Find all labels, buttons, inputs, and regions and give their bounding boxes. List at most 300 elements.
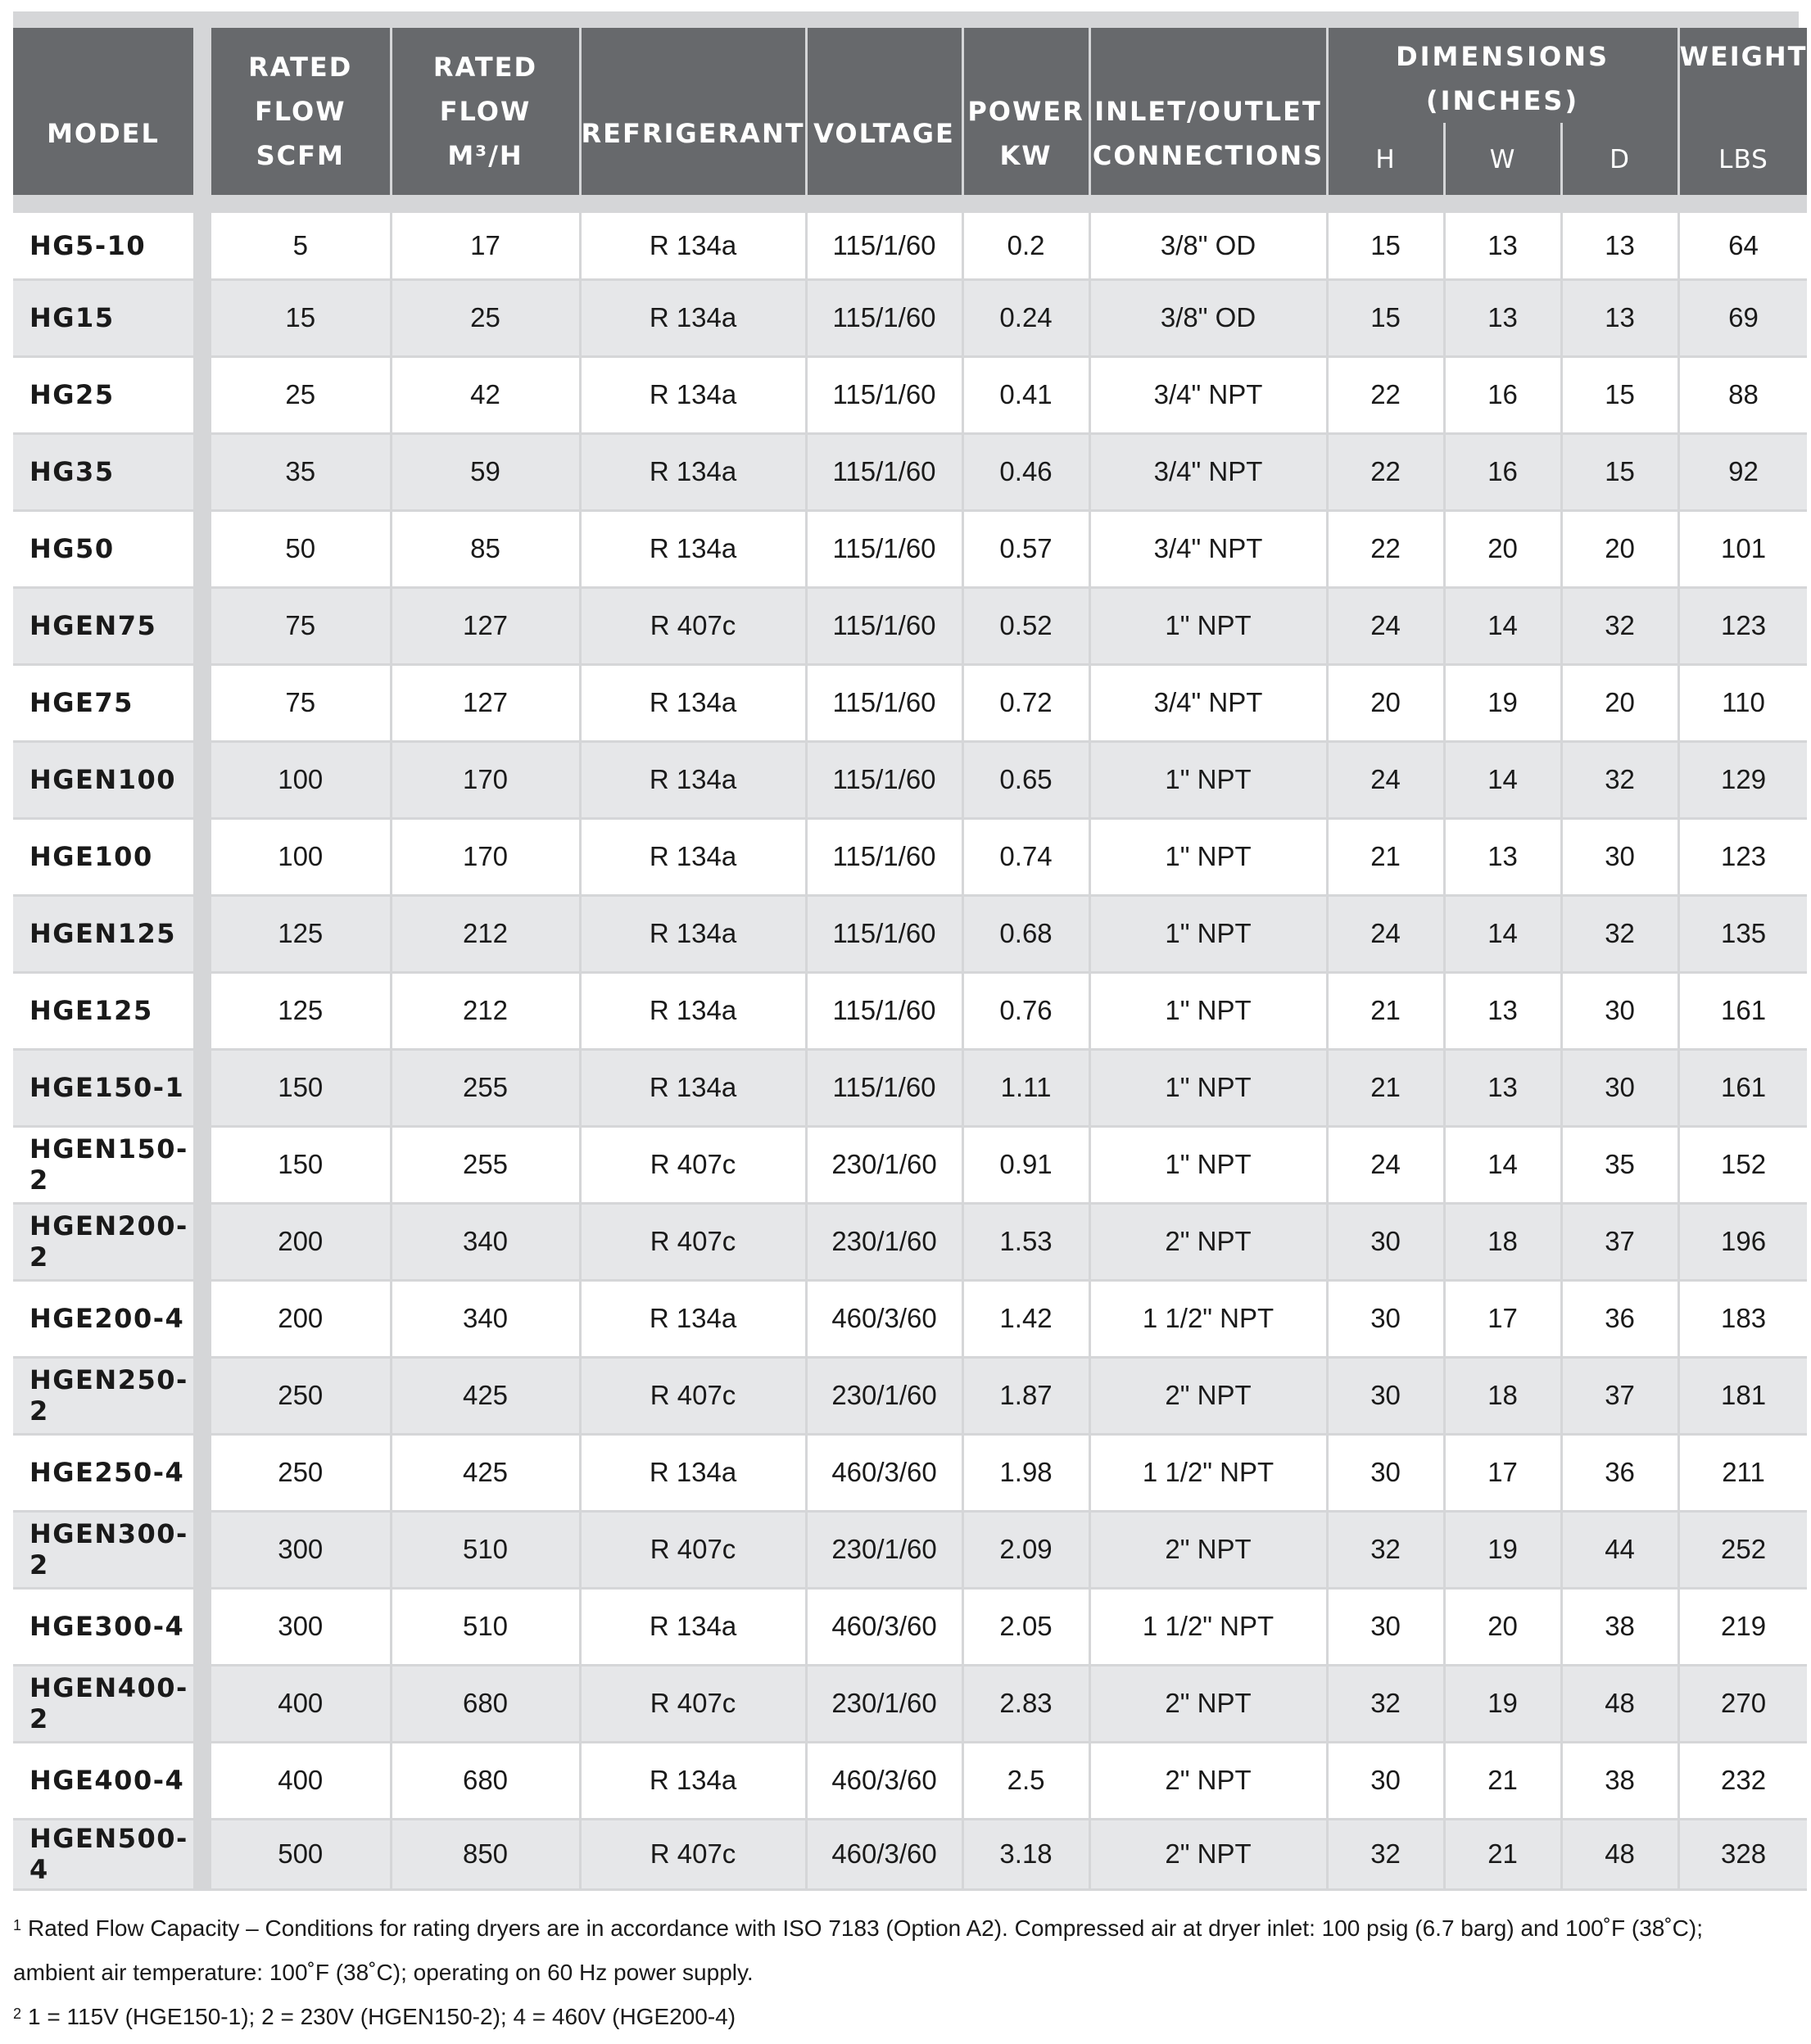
rated-flow-m3h-cell: 25 (391, 279, 580, 356)
voltage-cell: 230/1/60 (806, 1511, 962, 1588)
dim-h-cell: 32 (1327, 1819, 1444, 1889)
dim-d-cell: 13 (1561, 213, 1678, 279)
model-cell: HGEN500-4 (13, 1819, 193, 1889)
row-separator (193, 741, 211, 818)
power-cell: 0.72 (962, 664, 1089, 741)
refrigerant-cell: R 134a (580, 664, 806, 741)
model-cell: HGE100 (13, 818, 193, 895)
dim-h-cell: 24 (1327, 1126, 1444, 1203)
refrigerant-cell: R 134a (580, 972, 806, 1049)
footnote-1: $^1$ Rated Flow Capacity – Conditions for rating dryers are in accordance with ISO 7183 (Option A2). Compressed air at dryer inlet: 100 psig (6.7 barg) and 100˚F (38˚C); (13, 1915, 1703, 1941)
refrigerant-cell: R 407c (580, 1126, 806, 1203)
dim-d-cell: 30 (1561, 972, 1678, 1049)
voltage-cell: 115/1/60 (806, 895, 962, 972)
model-cell: HGEN250-2 (13, 1357, 193, 1434)
row-separator (193, 1126, 211, 1203)
model-cell: HGE125 (13, 972, 193, 1049)
dim-d-cell: 32 (1561, 587, 1678, 664)
dim-w-cell: 18 (1444, 1357, 1561, 1434)
row-separator (193, 279, 211, 356)
dim-h-cell: 30 (1327, 1357, 1444, 1434)
rated-flow-scfm-cell: 35 (211, 433, 391, 510)
voltage-cell: 230/1/60 (806, 1357, 962, 1434)
row-separator (193, 972, 211, 1049)
table-row (13, 1665, 1807, 1742)
header-dim-d: D (1561, 123, 1678, 195)
row-separator (193, 1511, 211, 1588)
table-row (13, 741, 1807, 818)
weight-cell: 161 (1678, 972, 1807, 1049)
power-cell: 1.87 (962, 1357, 1089, 1434)
voltage-cell: 115/1/60 (806, 510, 962, 587)
connections-cell: 3/4" NPT (1089, 510, 1327, 587)
weight-cell: 232 (1678, 1742, 1807, 1819)
footnote-2: $^2$ 1 = 115V (HGE150-1); 2 = 230V (HGEN150-2); 4 = 460V (HGE200-4) (13, 2004, 736, 2029)
rated-flow-m3h-cell: 340 (391, 1203, 580, 1280)
rated-flow-m3h-cell: 680 (391, 1742, 580, 1819)
row-separator (193, 510, 211, 587)
row-separator (193, 818, 211, 895)
connections-cell: 3/4" NPT (1089, 664, 1327, 741)
dim-d-cell: 15 (1561, 356, 1678, 433)
voltage-cell: 460/3/60 (806, 1434, 962, 1511)
row-separator (193, 1357, 211, 1434)
dim-d-cell: 13 (1561, 279, 1678, 356)
dim-h-cell: 22 (1327, 433, 1444, 510)
rated-flow-m3h-cell: 212 (391, 972, 580, 1049)
dim-d-cell: 36 (1561, 1434, 1678, 1511)
refrigerant-cell: R 134a (580, 1588, 806, 1665)
dim-w-cell: 14 (1444, 587, 1561, 664)
rated-flow-m3h-cell: 510 (391, 1588, 580, 1665)
table-row (13, 1280, 1807, 1357)
dim-d-cell: 37 (1561, 1203, 1678, 1280)
connections-cell: 1" NPT (1089, 895, 1327, 972)
power-cell: 0.57 (962, 510, 1089, 587)
power-cell: 1.11 (962, 1049, 1089, 1126)
weight-cell: 135 (1678, 895, 1807, 972)
power-cell: 3.18 (962, 1819, 1089, 1889)
rated-flow-scfm-cell: 300 (211, 1511, 391, 1588)
rated-flow-scfm-cell: 200 (211, 1203, 391, 1280)
weight-cell: 88 (1678, 356, 1807, 433)
rated-flow-m3h-cell: 212 (391, 895, 580, 972)
dim-d-cell: 32 (1561, 895, 1678, 972)
rated-flow-m3h-cell: 680 (391, 1665, 580, 1742)
refrigerant-cell: R 407c (580, 1357, 806, 1434)
connections-cell: 2" NPT (1089, 1665, 1327, 1742)
voltage-cell: 115/1/60 (806, 213, 962, 279)
model-cell: HG25 (13, 356, 193, 433)
rated-flow-scfm-cell: 300 (211, 1588, 391, 1665)
power-cell: 1.42 (962, 1280, 1089, 1357)
table-row (13, 213, 1807, 279)
dim-d-cell: 15 (1561, 433, 1678, 510)
dim-h-cell: 21 (1327, 818, 1444, 895)
connections-cell: 2" NPT (1089, 1357, 1327, 1434)
header-weight-unit: LBS (1678, 123, 1807, 195)
dim-d-cell: 37 (1561, 1357, 1678, 1434)
rated-flow-scfm-cell: 100 (211, 818, 391, 895)
table-row (13, 818, 1807, 895)
table-row (13, 972, 1807, 1049)
power-cell: 2.5 (962, 1742, 1089, 1819)
voltage-cell: 115/1/60 (806, 972, 962, 1049)
dim-w-cell: 19 (1444, 1511, 1561, 1588)
header-refrigerant: REFRIGERANT (580, 28, 806, 195)
voltage-cell: 115/1/60 (806, 587, 962, 664)
specifications-table (13, 28, 1807, 1891)
power-cell: 0.68 (962, 895, 1089, 972)
rated-flow-m3h-cell: 425 (391, 1434, 580, 1511)
dim-w-cell: 20 (1444, 1588, 1561, 1665)
rated-flow-m3h-cell: 850 (391, 1819, 580, 1889)
connections-cell: 2" NPT (1089, 1511, 1327, 1588)
table-row (13, 664, 1807, 741)
rated-flow-scfm-cell: 200 (211, 1280, 391, 1357)
connections-cell: 1" NPT (1089, 818, 1327, 895)
power-cell: 2.09 (962, 1511, 1089, 1588)
dim-h-cell: 32 (1327, 1665, 1444, 1742)
rated-flow-m3h-cell: 255 (391, 1126, 580, 1203)
dim-w-cell: 20 (1444, 510, 1561, 587)
weight-cell: 101 (1678, 510, 1807, 587)
model-cell: HGEN125 (13, 895, 193, 972)
voltage-cell: 230/1/60 (806, 1203, 962, 1280)
table-row (13, 587, 1807, 664)
connections-cell: 1" NPT (1089, 1126, 1327, 1203)
model-cell: HG5-10 (13, 213, 193, 279)
header-voltage: VOLTAGE (806, 28, 962, 195)
weight-cell: 270 (1678, 1665, 1807, 1742)
rated-flow-scfm-cell: 25 (211, 356, 391, 433)
rated-flow-scfm-cell: 250 (211, 1434, 391, 1511)
rated-flow-scfm-cell: 125 (211, 895, 391, 972)
dim-h-cell: 15 (1327, 279, 1444, 356)
dim-w-cell: 14 (1444, 741, 1561, 818)
power-cell: 0.2 (962, 213, 1089, 279)
voltage-cell: 460/3/60 (806, 1742, 962, 1819)
table-body (13, 213, 1807, 1889)
dim-d-cell: 48 (1561, 1819, 1678, 1889)
rated-flow-scfm-cell: 50 (211, 510, 391, 587)
dim-w-cell: 17 (1444, 1434, 1561, 1511)
voltage-cell: 115/1/60 (806, 1049, 962, 1126)
dim-w-cell: 17 (1444, 1280, 1561, 1357)
power-cell: 0.65 (962, 741, 1089, 818)
refrigerant-cell: R 407c (580, 1203, 806, 1280)
row-separator (193, 1588, 211, 1665)
voltage-cell: 115/1/60 (806, 356, 962, 433)
power-cell: 0.46 (962, 433, 1089, 510)
refrigerant-cell: R 134a (580, 279, 806, 356)
power-cell: 0.76 (962, 972, 1089, 1049)
dim-w-cell: 21 (1444, 1819, 1561, 1889)
rated-flow-scfm-cell: 75 (211, 587, 391, 664)
weight-cell: 64 (1678, 213, 1807, 279)
rated-flow-scfm-cell: 400 (211, 1742, 391, 1819)
dim-d-cell: 30 (1561, 1049, 1678, 1126)
refrigerant-cell: R 407c (580, 1665, 806, 1742)
weight-cell: 123 (1678, 587, 1807, 664)
refrigerant-cell: R 134a (580, 818, 806, 895)
table-row (13, 1434, 1807, 1511)
dim-h-cell: 30 (1327, 1434, 1444, 1511)
weight-cell: 196 (1678, 1203, 1807, 1280)
row-separator (193, 1434, 211, 1511)
weight-cell: 328 (1678, 1819, 1807, 1889)
dim-d-cell: 48 (1561, 1665, 1678, 1742)
table-row (13, 1742, 1807, 1819)
power-cell: 0.91 (962, 1126, 1089, 1203)
refrigerant-cell: R 134a (580, 1434, 806, 1511)
header-dim-h: H (1327, 123, 1444, 195)
voltage-cell: 460/3/60 (806, 1588, 962, 1665)
dim-w-cell: 21 (1444, 1742, 1561, 1819)
dim-d-cell: 20 (1561, 664, 1678, 741)
rated-flow-scfm-cell: 15 (211, 279, 391, 356)
row-separator (193, 433, 211, 510)
connections-cell: 1" NPT (1089, 741, 1327, 818)
model-cell: HGEN300-2 (13, 1511, 193, 1588)
refrigerant-cell: R 407c (580, 1819, 806, 1889)
power-cell: 0.74 (962, 818, 1089, 895)
weight-cell: 152 (1678, 1126, 1807, 1203)
header-power: POWER KW (962, 28, 1089, 195)
voltage-cell: 460/3/60 (806, 1280, 962, 1357)
dim-w-cell: 14 (1444, 1126, 1561, 1203)
dim-h-cell: 21 (1327, 1049, 1444, 1126)
model-cell: HGEN200-2 (13, 1203, 193, 1280)
table-row (13, 895, 1807, 972)
dim-w-cell: 13 (1444, 972, 1561, 1049)
header-rated-flow-m3h: RATED FLOW M³/H (391, 28, 580, 195)
model-cell: HGEN75 (13, 587, 193, 664)
refrigerant-cell: R 134a (580, 1049, 806, 1126)
rated-flow-m3h-cell: 170 (391, 741, 580, 818)
dim-w-cell: 19 (1444, 664, 1561, 741)
dim-h-cell: 30 (1327, 1203, 1444, 1280)
weight-cell: 129 (1678, 741, 1807, 818)
connections-cell: 3/8" OD (1089, 213, 1327, 279)
rated-flow-m3h-cell: 425 (391, 1357, 580, 1434)
footnote-1-continued: ambient air temperature: 100˚F (38˚C); operating on 60 Hz power supply. (13, 1960, 754, 1985)
voltage-cell: 115/1/60 (806, 818, 962, 895)
weight-cell: 252 (1678, 1511, 1807, 1588)
refrigerant-cell: R 134a (580, 1742, 806, 1819)
power-cell: 0.52 (962, 587, 1089, 664)
row-separator (193, 587, 211, 664)
voltage-cell: 230/1/60 (806, 1126, 962, 1203)
dim-h-cell: 24 (1327, 741, 1444, 818)
dim-w-cell: 14 (1444, 895, 1561, 972)
connections-cell: 1 1/2" NPT (1089, 1588, 1327, 1665)
row-separator (193, 1280, 211, 1357)
rated-flow-scfm-cell: 150 (211, 1126, 391, 1203)
weight-cell: 92 (1678, 433, 1807, 510)
dim-h-cell: 22 (1327, 510, 1444, 587)
refrigerant-cell: R 134a (580, 356, 806, 433)
power-cell: 1.53 (962, 1203, 1089, 1280)
model-cell: HGE75 (13, 664, 193, 741)
header-model: MODEL (13, 28, 193, 195)
header-dim-w: W (1444, 123, 1561, 195)
power-cell: 1.98 (962, 1434, 1089, 1511)
voltage-cell: 230/1/60 (806, 1665, 962, 1742)
rated-flow-m3h-cell: 127 (391, 587, 580, 664)
model-cell: HGEN150-2 (13, 1126, 193, 1203)
dim-h-cell: 21 (1327, 972, 1444, 1049)
connections-cell: 3/4" NPT (1089, 356, 1327, 433)
dim-h-cell: 32 (1327, 1511, 1444, 1588)
refrigerant-cell: R 407c (580, 587, 806, 664)
table-row (13, 356, 1807, 433)
header-connections: INLET/OUTLET CONNECTIONS (1089, 28, 1327, 195)
rated-flow-scfm-cell: 150 (211, 1049, 391, 1126)
refrigerant-cell: R 134a (580, 433, 806, 510)
dim-h-cell: 22 (1327, 356, 1444, 433)
rated-flow-scfm-cell: 400 (211, 1665, 391, 1742)
row-separator (193, 1742, 211, 1819)
power-cell: 0.41 (962, 356, 1089, 433)
footnotes (13, 1906, 1799, 2039)
dim-w-cell: 13 (1444, 279, 1561, 356)
rated-flow-m3h-cell: 17 (391, 213, 580, 279)
row-separator (193, 356, 211, 433)
refrigerant-cell: R 134a (580, 213, 806, 279)
model-cell: HG50 (13, 510, 193, 587)
weight-cell: 219 (1678, 1588, 1807, 1665)
connections-cell: 3/4" NPT (1089, 433, 1327, 510)
header-separator (193, 28, 211, 195)
dim-w-cell: 13 (1444, 1049, 1561, 1126)
dim-w-cell: 16 (1444, 356, 1561, 433)
power-cell: 2.05 (962, 1588, 1089, 1665)
weight-cell: 161 (1678, 1049, 1807, 1126)
table-row (13, 279, 1807, 356)
header-rated-flow-scfm: RATED FLOW SCFM (211, 28, 391, 195)
connections-cell: 1 1/2" NPT (1089, 1280, 1327, 1357)
rated-flow-m3h-cell: 85 (391, 510, 580, 587)
dim-w-cell: 13 (1444, 818, 1561, 895)
rated-flow-m3h-cell: 42 (391, 356, 580, 433)
power-cell: 2.83 (962, 1665, 1089, 1742)
connections-cell: 2" NPT (1089, 1819, 1327, 1889)
dim-h-cell: 15 (1327, 213, 1444, 279)
dim-d-cell: 38 (1561, 1588, 1678, 1665)
row-separator (193, 1049, 211, 1126)
model-cell: HGE150-1 (13, 1049, 193, 1126)
row-separator (193, 664, 211, 741)
weight-cell: 183 (1678, 1280, 1807, 1357)
rated-flow-m3h-cell: 255 (391, 1049, 580, 1126)
weight-cell: 69 (1678, 279, 1807, 356)
rated-flow-scfm-cell: 500 (211, 1819, 391, 1889)
header-weight: WEIGHT (1678, 28, 1807, 123)
model-cell: HGEN400-2 (13, 1665, 193, 1742)
dim-h-cell: 24 (1327, 895, 1444, 972)
dim-h-cell: 30 (1327, 1588, 1444, 1665)
rated-flow-scfm-cell: 75 (211, 664, 391, 741)
row-separator (193, 1665, 211, 1742)
table-row (13, 1126, 1807, 1203)
dim-d-cell: 35 (1561, 1126, 1678, 1203)
connections-cell: 1" NPT (1089, 1049, 1327, 1126)
voltage-cell: 115/1/60 (806, 741, 962, 818)
table-row (13, 510, 1807, 587)
connections-cell: 1" NPT (1089, 972, 1327, 1049)
model-cell: HGE300-4 (13, 1588, 193, 1665)
refrigerant-cell: R 134a (580, 510, 806, 587)
rated-flow-m3h-cell: 510 (391, 1511, 580, 1588)
voltage-cell: 115/1/60 (806, 279, 962, 356)
dim-w-cell: 13 (1444, 213, 1561, 279)
dim-d-cell: 20 (1561, 510, 1678, 587)
dim-w-cell: 16 (1444, 433, 1561, 510)
voltage-cell: 460/3/60 (806, 1819, 962, 1889)
dim-d-cell: 44 (1561, 1511, 1678, 1588)
dim-d-cell: 36 (1561, 1280, 1678, 1357)
power-cell: 0.24 (962, 279, 1089, 356)
connections-cell: 2" NPT (1089, 1742, 1327, 1819)
dim-h-cell: 30 (1327, 1280, 1444, 1357)
dim-d-cell: 32 (1561, 741, 1678, 818)
dim-h-cell: 30 (1327, 1742, 1444, 1819)
dim-d-cell: 38 (1561, 1742, 1678, 1819)
rated-flow-m3h-cell: 170 (391, 818, 580, 895)
weight-cell: 181 (1678, 1357, 1807, 1434)
row-separator (193, 213, 211, 279)
model-cell: HGE400-4 (13, 1742, 193, 1819)
model-cell: HG35 (13, 433, 193, 510)
connections-cell: 1 1/2" NPT (1089, 1434, 1327, 1511)
dim-w-cell: 19 (1444, 1665, 1561, 1742)
rated-flow-scfm-cell: 250 (211, 1357, 391, 1434)
dim-h-cell: 20 (1327, 664, 1444, 741)
table-row (13, 433, 1807, 510)
row-separator (193, 1819, 211, 1889)
dim-h-cell: 24 (1327, 587, 1444, 664)
model-cell: HGE200-4 (13, 1280, 193, 1357)
model-cell: HGEN100 (13, 741, 193, 818)
table-row (13, 1203, 1807, 1280)
weight-cell: 211 (1678, 1434, 1807, 1511)
rated-flow-scfm-cell: 100 (211, 741, 391, 818)
rated-flow-m3h-cell: 59 (391, 433, 580, 510)
rated-flow-scfm-cell: 5 (211, 213, 391, 279)
dim-d-cell: 30 (1561, 818, 1678, 895)
rated-flow-m3h-cell: 127 (391, 664, 580, 741)
row-separator (193, 895, 211, 972)
voltage-cell: 115/1/60 (806, 433, 962, 510)
header-dimensions: DIMENSIONS (INCHES) (1327, 28, 1678, 123)
refrigerant-cell: R 134a (580, 741, 806, 818)
refrigerant-cell: R 407c (580, 1511, 806, 1588)
table-row (13, 1511, 1807, 1588)
model-cell: HG15 (13, 279, 193, 356)
rated-flow-m3h-cell: 340 (391, 1280, 580, 1357)
table-row (13, 1588, 1807, 1665)
table-row (13, 1819, 1807, 1889)
weight-cell: 123 (1678, 818, 1807, 895)
row-separator (193, 1203, 211, 1280)
refrigerant-cell: R 134a (580, 895, 806, 972)
connections-cell: 2" NPT (1089, 1203, 1327, 1280)
rated-flow-scfm-cell: 125 (211, 972, 391, 1049)
refrigerant-cell: R 134a (580, 1280, 806, 1357)
table-row (13, 1357, 1807, 1434)
weight-cell: 110 (1678, 664, 1807, 741)
